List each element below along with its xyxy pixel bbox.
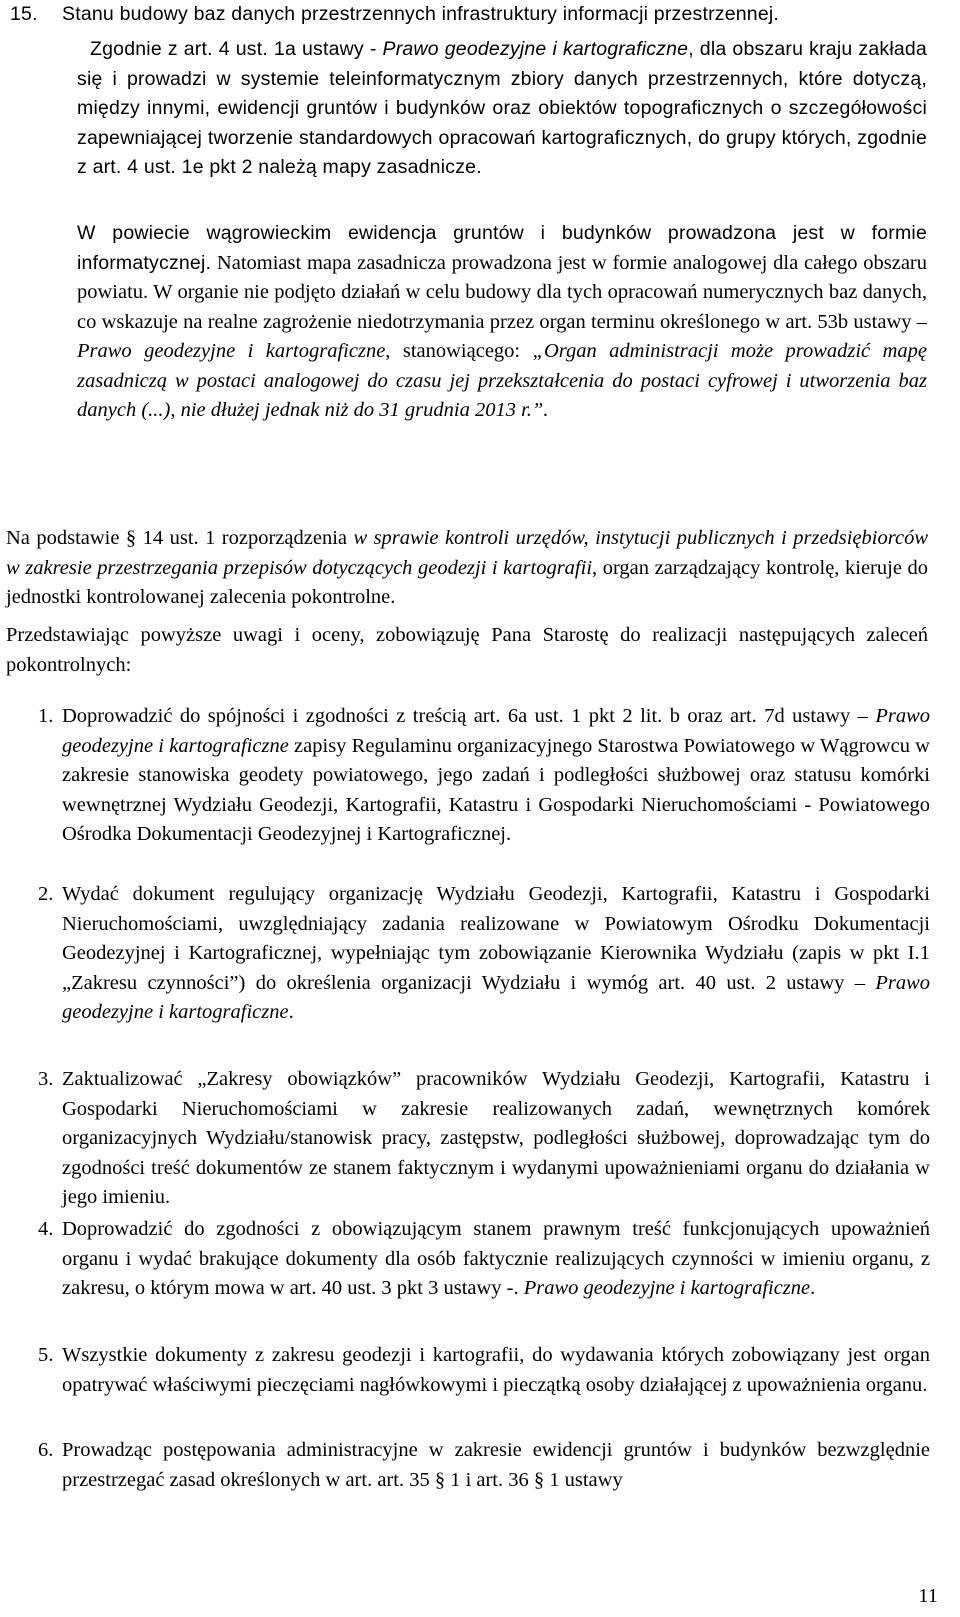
item-number: 4.: [38, 1218, 54, 1240]
paragraph-regulation: [6, 524, 928, 613]
recommendation-item: [38, 702, 930, 850]
paragraph-text: , organ zarządzający kontrolę, kieruje do jednostki kontrolowanej zalecenia pokontrolne.: [6, 556, 928, 608]
act-title: Prawo geodezyjne i kartograficzne: [62, 971, 930, 1023]
item-number: 1.: [38, 705, 54, 727]
section-title: Stanu budowy baz danych przestrzennych infrastruktury informacji przestrzennej.: [62, 3, 780, 25]
item-text: Wszystkie dokumenty z zakresu geodezji i kartografii, do wydawania których zobowiązany jest organ opatrywać właściwymi pieczęciami nagłówkowymi i pieczątką osoby działającej z upoważnienia organu.: [62, 1344, 930, 1396]
page-number: 11: [918, 1585, 938, 1607]
paragraph-text: , dla obszaru kraju zakłada się i prowadzi w systemie teleinformatycznym zbiory danych przestrzennych, które dotyczą, między innymi, ewidencji gruntów i budynków oraz obiektów topograficznych o szczegółowości zapewniającej tworzenie standardowych opracowań kartograficznych, do grupy których, zgodnie z art. 4 ust. 1e pkt 2 należą mapy zasadnicze.: [77, 38, 927, 178]
paragraph-text: Zgodnie z art. 4 ust. 1a ustawy -: [90, 38, 383, 60]
item-text: .: [288, 1001, 294, 1023]
item-text: Zaktualizować „Zakresy obowiązków” pracowników Wydziału Geodezji, Kartografii, Katastru i Gospodarki Nieruchomościami w zakresie realizowanych zadań, wewnętrznych komórek organizacyjnych Wydziału/stanowisk pracy, zastępstw, podległości służbowej, doprowadzając tym do zgodności treść dokumentów ze stanem faktycznym i wydanymi upoważnieniami organu do działania w jego imieniu.: [62, 1068, 930, 1208]
item-text: Doprowadzić do zgodności z obowiązującym stanem prawnym treść funkcjonujących upoważnień organu i wydać brakujące dokumenty dla osób faktycznie realizujących czynności w imieniu organu, z zakresu, o którym mowa w art. 40 ust. 3 pkt 3 ustawy -.: [62, 1218, 930, 1299]
item-text: .: [810, 1277, 816, 1299]
paragraph-text: Na podstawie § 14 ust. 1 rozporządzenia: [6, 527, 354, 549]
regulation-title: w sprawie kontroli urzędów, instytucji publicznych i przedsiębiorców w zakresie przestrzegania przepisów dotyczących geodezji i kartografii: [6, 527, 928, 579]
item-text: Wydać dokument regulujący organizację Wydziału Geodezji, Kartografii, Katastru i Gospodarki Nieruchomościami, uwzględniający zadania realizowane w Powiatowym Ośrodku Dokumentacji Geodezyjnej i Kartograficznej, wypełniając tym zobowiązanie Kierownika Wydziału (zapis w pkt I.1 „Zakresu czynności”) do określenia organizacji Wydziału i wymóg art. 40 ust. 2 ustawy –: [62, 883, 930, 994]
paragraph-obligation: Przedstawiając powyższe uwagi i oceny, zobowiązuję Pana Starostę do realizacji następujących zaleceń pokontrolnych:: [6, 624, 928, 676]
recommendation-item: [38, 1341, 930, 1400]
paragraph-text: W powiecie wągrowieckim ewidencja gruntów i budynków prowadzona jest w formie informatycznej.: [77, 222, 927, 274]
act-title: Prawo geodezyjne i kartograficzne: [62, 705, 930, 757]
act-title: Prawo geodezyjne i kartograficzne: [382, 38, 689, 60]
quoted-provision: „Organ administracji może prowadzić mapę zasadniczą w postaci analogowej do czasu jej przekształcenia do postaci cyfrowej i utworzenia baz danych (...), nie dłużej jednak niż do 31 grudnia 2013 r.”.: [77, 340, 927, 421]
item-text: zapisy Regulaminu organizacyjnego Starostwa Powiatowego w Wągrowcu w zakresie stanowiska geodety powiatowego, jego zadań i podległości służbowej oraz statusu komórki wewnętrznej Wydziału Geodezji, Kartografii, Katastru i Gospodarki Nieruchomościami - Powiatowego Ośrodka Dokumentacji Geodezyjnej i Kartograficznej.: [62, 734, 930, 845]
recommendation-item: [38, 880, 930, 1028]
recommendation-item: [38, 1065, 930, 1213]
item-number: 3.: [38, 1068, 54, 1090]
section-heading: [10, 0, 940, 30]
paragraph-legal-basis: [77, 35, 927, 183]
item-number: 5.: [38, 1344, 54, 1366]
paragraph-text: Natomiast mapa zasadnicza prowadzona jest w formie analogowej dla całego obszaru powiatu. W organie nie podjęto działań w celu budowy dla tych opracowań numerycznych baz danych, co wskazuje na realne zagrożenie niedotrzymania przez organ terminu określonego w art. 53b ustawy –: [77, 251, 927, 333]
paragraph-text: , stanowiącego:: [385, 340, 533, 362]
act-title: Prawo geodezyjne i kartograficzne: [523, 1277, 811, 1299]
section-number: 15.: [10, 3, 38, 25]
item-number: 2.: [38, 883, 54, 905]
item-text: Doprowadzić do spójności i zgodności z treścią art. 6a ust. 1 pkt 2 lit. b oraz art. 7d ustawy –: [62, 705, 876, 727]
act-title: Prawo geodezyjne i kartograficzne: [77, 340, 386, 362]
recommendation-item: [38, 1436, 930, 1495]
paragraph-findings: [77, 219, 927, 426]
item-text: Prowadząc postępowania administracyjne w zakresie ewidencji gruntów i budynków bezwzględnie przestrzegać zasad określonych w art. art. 35 § 1 i art. 36 § 1 ustawy: [62, 1439, 930, 1491]
recommendation-item: [38, 1215, 930, 1304]
item-number: 6.: [38, 1439, 54, 1461]
